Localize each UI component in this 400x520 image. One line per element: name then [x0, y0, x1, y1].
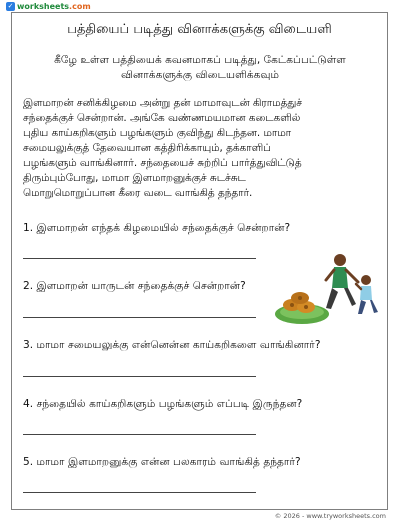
instructions-line-2: வினாக்களுக்கு விடையளிக்கவும்	[120, 69, 280, 81]
site-logo[interactable]	[6, 0, 91, 12]
uncle-and-boy-illustration	[274, 248, 384, 328]
answer-line-2[interactable]	[23, 317, 256, 318]
boy-figure-icon	[356, 275, 378, 314]
passage-line: சமையலுக்குத் தேவையான கத்திரிக்காயும், தக்காளிப்	[23, 142, 271, 154]
answer-line-1[interactable]	[23, 258, 256, 259]
question-4: 4. சந்தையில் காய்கறிகளும் பழங்களும் எப்படி இருந்தன?	[23, 398, 303, 410]
answer-line-3[interactable]	[23, 376, 256, 377]
passage-line: மொறுமொறுப்பான கீரை வடை வாங்கித் தந்தார்.	[23, 187, 253, 199]
reading-passage	[23, 96, 377, 201]
logo-brand-text: worksheets	[17, 1, 70, 11]
passage-line: திரும்பும்போது, மாமா இளமாறனுக்குச் சுடச்சுட	[23, 172, 246, 184]
logo-domain-text: .com	[69, 1, 91, 11]
copyright-footer: © 2026 - www.tryworksheets.com	[274, 512, 386, 520]
passage-line: இளமாறன் சனிக்கிழமை அன்று தன் மாமாவுடன் கிராமத்துச்	[23, 97, 303, 109]
passage-line: பழங்களும் வாங்கினார். சந்தையைச் சுற்றிப் பார்த்துவிட்டுத்	[23, 157, 302, 169]
question-1: 1. இளமாறன் எந்தக் கிழமையில் சந்தைக்குச் சென்றான்?	[23, 222, 291, 234]
question-5: 5. மாமா இளமாறனுக்கு என்ன பலகாரம் வாங்கித் தந்தார்?	[23, 456, 301, 468]
passage-line: சந்தைக்குச் சென்றான். அங்கே வண்ணமயமான கடைகளில்	[23, 112, 301, 124]
answer-line-4[interactable]	[23, 434, 256, 435]
worksheet-title: பத்தியைப் படித்து வினாக்களுக்கு விடையளி	[67, 22, 332, 37]
question-3: 3. மாமா சமையலுக்கு என்னென்ன காய்கறிகளை வாங்கினார்?	[23, 339, 321, 351]
instructions	[40, 53, 360, 83]
passage-line: புதிய காய்கறிகளும் பழங்களும் குவிந்து கிடந்தன. மாமா	[23, 127, 292, 139]
tw-logo-icon: ✓	[7, 2, 14, 10]
vadai-plate-icon	[275, 292, 329, 324]
uncle-figure-icon	[326, 254, 358, 309]
question-2: 2. இளமாறன் யாருடன் சந்தைக்குச் சென்றான்?	[23, 280, 246, 292]
answer-line-5[interactable]	[23, 492, 256, 493]
instructions-line-1: கீழே உள்ள பத்தியைக் கவனமாகப் படித்து, கேட்கப்பட்டுள்ள	[54, 54, 346, 66]
